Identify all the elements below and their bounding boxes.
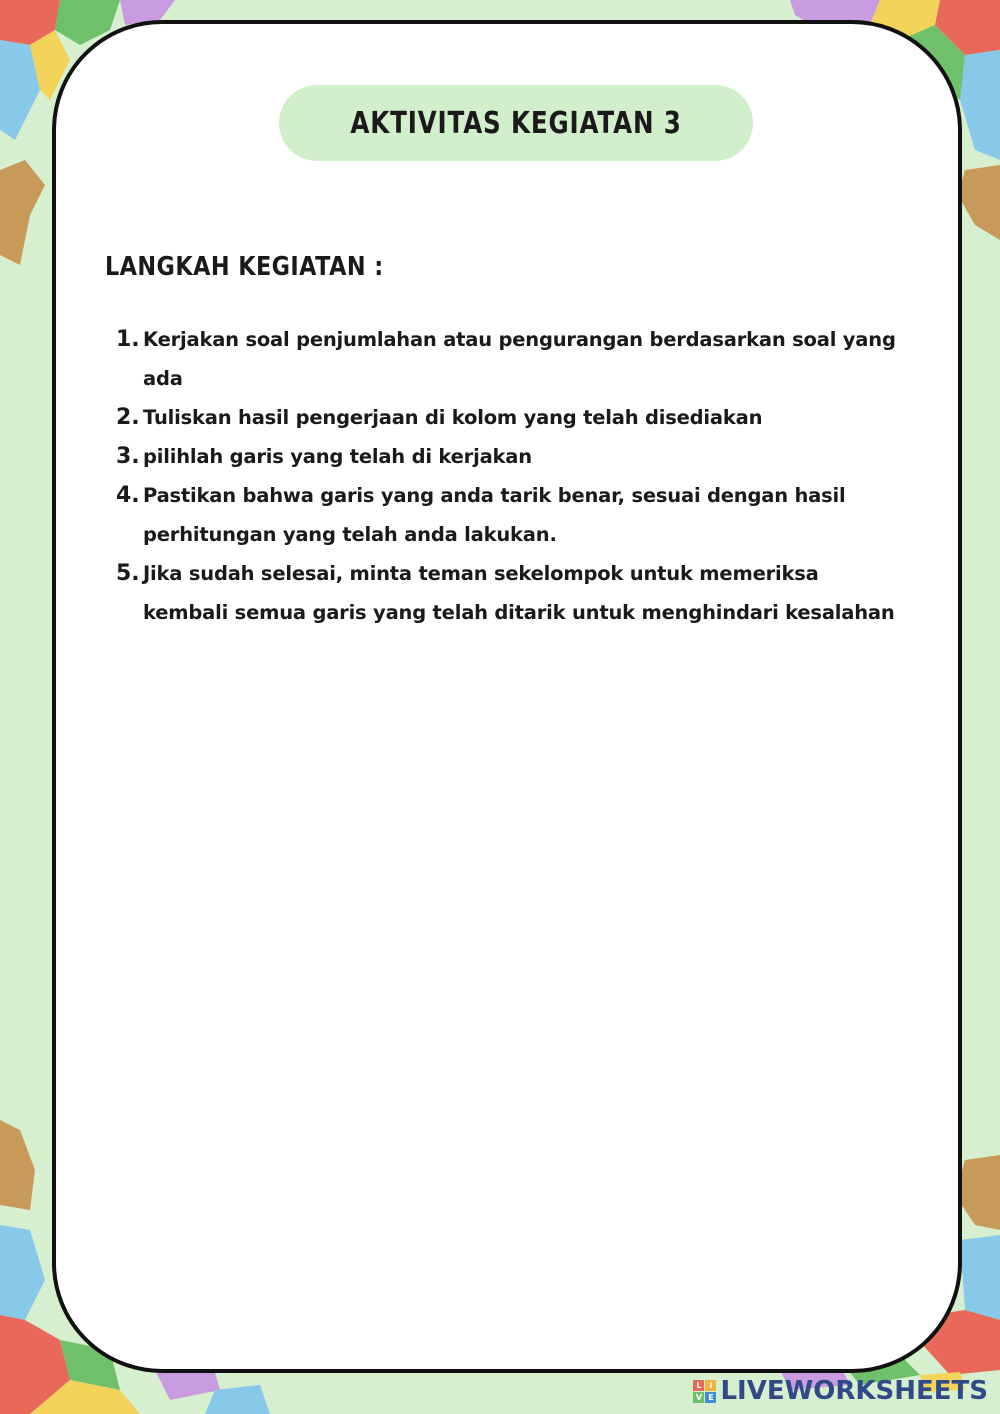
brand-name: LIVEWORKSHEETS: [720, 1376, 988, 1406]
map-piece: [958, 165, 1000, 240]
list-item: [116, 554, 906, 632]
step-number: 5.: [116, 561, 140, 586]
list-item: [116, 320, 906, 398]
step-number: 3.: [116, 444, 140, 469]
step-text: Pastikan bahwa garis yang anda tarik benar, sesuai dengan hasil perhitungan yang telah anda lakukan.: [143, 484, 846, 546]
step-text: Tuliskan hasil pengerjaan di kolom yang telah disediakan: [143, 406, 763, 429]
page-title: AKTIVITAS KEGIATAN 3: [350, 105, 682, 141]
map-piece: [0, 160, 45, 265]
title-banner: [279, 85, 753, 161]
map-piece: [0, 1225, 45, 1320]
worksheet-card: [52, 20, 962, 1373]
step-text: Kerjakan soal penjumlahan atau pengurangan berdasarkan soal yang ada: [143, 328, 896, 390]
map-piece: [960, 1235, 1000, 1320]
step-number: 4.: [116, 483, 140, 508]
map-piece: [960, 50, 1000, 160]
step-number: 2.: [116, 405, 140, 430]
map-piece: [0, 1120, 35, 1210]
list-item: [116, 437, 906, 476]
brand-logo-icon: L I V E: [693, 1380, 716, 1403]
step-text: pilihlah garis yang telah di kerjakan: [143, 445, 532, 468]
steps-list: [116, 320, 906, 632]
step-number: 1.: [116, 327, 140, 352]
step-text: Jika sudah selesai, minta teman sekelompok untuk memeriksa kembali semua garis yang telah ditarik untuk menghindari kesalahan: [143, 562, 895, 624]
list-item: [116, 476, 906, 554]
liveworksheets-logo[interactable]: [693, 1376, 988, 1406]
list-item: [116, 398, 906, 437]
section-heading: LANGKAH KEGIATAN :: [105, 252, 384, 282]
